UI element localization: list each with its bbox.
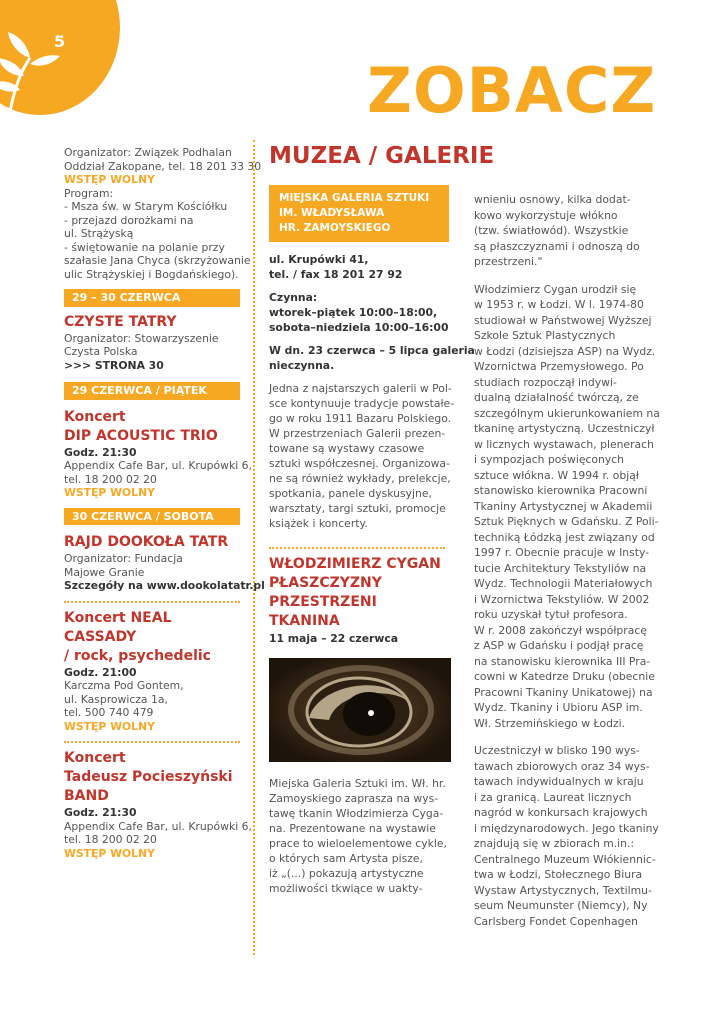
event-line: ul. Kasprowicza 1a, — [64, 692, 168, 706]
para-line: Sztuk Pięknych w Gdańsku. Z Poli- — [474, 515, 659, 528]
program-line: ulic Strążyskiej i Bogdańskiego). — [64, 267, 239, 281]
free-entry: WSTĘP WOLNY — [64, 719, 155, 733]
para-line: wnieniu osnowy, kilka dodat- — [474, 193, 631, 206]
exhibit-title: TKANINA — [269, 613, 340, 629]
exhibit-body-line: tawę tkanin Włodzimierza Cyga- — [269, 807, 444, 820]
para-line: stanowisko kierownika Pracowni — [474, 484, 648, 497]
event-title: Koncert NEAL CASSADY — [64, 609, 172, 645]
event-time: Godz. 21:30 — [64, 806, 137, 819]
event-title: Tadeusz Pocieszyński — [64, 769, 233, 785]
dotted-separator — [269, 547, 445, 549]
para-line: Włodzimierz Cygan urodził się — [474, 282, 637, 296]
event-time: Godz. 21:30 — [64, 445, 137, 459]
hours-line: sobota–niedziela 10:00–16:00 — [269, 321, 449, 334]
exhibit-title: PŁASZCZYZNY — [269, 575, 382, 591]
para-line: nagród w konkursach krajowych — [474, 806, 648, 819]
date-bar: 29 – 30 CZERWCA — [64, 289, 240, 307]
program-line: szałasie Jana Chyca (skrzyżowanie — [64, 254, 251, 267]
event-line: Organizator: Stowarzyszenie — [64, 331, 219, 345]
museums-heading: MUZEA / GALERIE — [269, 143, 495, 169]
exhibit-body-line: Miejska Galeria Sztuki im. Wł. hr. — [269, 777, 446, 790]
exhibit-body-line: Zamoyskiego zaprasza na wys- — [269, 792, 439, 805]
para-line: kowo wykorzystuje włókno — [474, 208, 618, 222]
program-line: - świętowanie na polanie przy — [64, 240, 225, 254]
para-line: roku uzyskał tytuł profesora. — [474, 608, 628, 621]
para-line: (tzw. światłowód). Wszystkie — [474, 224, 629, 237]
body-line: sztuki współczesnej. Organizowa- — [269, 457, 450, 470]
program-line: Program: — [64, 186, 114, 200]
para-line: Tkaniny Artystycznej w Akademii — [474, 499, 653, 513]
para-line: studiował w Państwowej Wyższej — [474, 313, 652, 327]
para-line: seum Neumunster (Niemcy), Ny — [474, 899, 648, 912]
para-line: Wystaw Artystycznych, Textilmu- — [474, 883, 652, 897]
para-line: Wł. Strzemińskiego w Łodzi. — [474, 716, 626, 730]
para-line: szczególnym ukierunkowaniem na — [474, 406, 660, 420]
program-line: ul. Strążyską — [64, 227, 134, 240]
body-line: W przestrzeniach Galerii prezen- — [269, 427, 446, 440]
hours-label: Czynna: — [269, 291, 318, 304]
para-line: W r. 2008 zakończył współpracę — [474, 623, 647, 637]
body-line: książek i koncerty. — [269, 517, 368, 530]
dotted-separator — [64, 741, 240, 743]
event-title: RAJD DOOKOŁA TATR — [64, 534, 229, 550]
body-line: spotkania, panele dyskusyjne, — [269, 487, 432, 500]
para-line: i sympozjach poświęconych — [474, 453, 625, 466]
closed-notice: W dn. 23 czerwca – 5 lipca galeria — [269, 344, 475, 357]
event-title: BAND — [64, 788, 109, 804]
section-title: ZOBACZ — [367, 54, 657, 127]
para-line: Wzornictwa Przemysłowego. Po — [474, 360, 644, 373]
event-line: tel. 500 740 479 — [64, 706, 154, 719]
para-line: tucie Architektury Tekstyliów na — [474, 561, 647, 575]
event-title: Koncert — [64, 750, 126, 766]
closed-notice: nieczynna. — [269, 359, 335, 372]
wheat-leaf-icon — [0, 20, 60, 115]
para-line: Wydz. Tkaniny i Ubioru ASP im. — [474, 701, 643, 714]
exhibit-body-line: prace to wieloelementowe cykle, — [269, 837, 447, 850]
para-line: przestrzeni." — [474, 255, 543, 268]
para-line: znajdują się w zbiorach m.in.: — [474, 837, 635, 850]
para-line: dualną działalność twórczą, ze — [474, 391, 639, 404]
body-line: warsztaty, targi sztuki, promocje — [269, 502, 446, 515]
exhibit-body-line: iż „(...) pokazują artystyczne — [269, 867, 424, 880]
para-line: Pracowni Tkaniny Unikatowej) na — [474, 685, 653, 699]
event-line: Czysta Polska — [64, 345, 138, 358]
gallery-name-line: MIEJSKA GALERIA SZTUKI — [279, 192, 430, 204]
event-line: Appendix Cafe Bar, ul. Krupówki 6, — [64, 459, 252, 472]
para-line: w Łodzi (dzisiejsza ASP) na Wydz. — [474, 344, 656, 358]
para-line: techniką Łódzką jest związany od — [474, 530, 655, 544]
para-line: i Wzornictwa Tekstyliów. W 2002 — [474, 592, 650, 606]
gallery-column — [269, 185, 475, 896]
para-line: Centralnego Muzeum Włókiennic- — [474, 852, 656, 866]
event-link[interactable]: Szczegóły na www.dookolatatr.pl — [64, 579, 265, 592]
events-column — [64, 146, 265, 860]
exhibit-dates: 11 maja – 22 czerwca — [269, 632, 398, 645]
event-line: Organizator: Fundacja — [64, 552, 183, 565]
para-line: i międzynarodowych. Jego tkaniny — [474, 821, 659, 835]
para-line: Szkole Sztuk Plastycznych — [474, 329, 616, 342]
para-line: tawach zbiorowych oraz 34 wys- — [474, 759, 650, 773]
dotted-separator — [64, 601, 240, 603]
para-line: studiach rozpoczął indywi- — [474, 375, 617, 389]
para-line: są płaszczyznami i odnoszą do — [474, 239, 640, 253]
gallery-address: ul. Krupówki 41, — [269, 253, 369, 266]
para-line: 1997 r. Obecnie pracuje w Insty- — [474, 546, 650, 559]
body-line: Jedna z najstarszych galerii w Pol- — [269, 382, 452, 395]
program-line: - przejazd dorożkami na — [64, 213, 194, 227]
eye-artwork-icon — [269, 658, 451, 762]
event-time: Godz. 21:00 — [64, 665, 137, 679]
body-line: towane są wystawy czasowe — [269, 442, 425, 455]
para-line: Uczestniczył w blisko 190 wys- — [474, 744, 640, 757]
page-reference: >>> STRONA 30 — [64, 358, 164, 372]
para-line: z ASP w Gdańsku i podjął pracę — [474, 639, 644, 652]
biography-column — [474, 192, 659, 929]
date-bar: 29 CZERWCA / PIĄTEK — [64, 382, 240, 400]
para-line: na stanowisku kierownika III Pra- — [474, 654, 651, 668]
page-number: 5 — [54, 32, 66, 51]
exhibit-body-line: możliwości tkwiące w uakty- — [269, 882, 423, 895]
para-line: cowni w Katedrze Druku (obecnie — [474, 670, 655, 683]
para-line: i za granicą. Laureat licznych — [474, 790, 632, 804]
intro-line: Organizator: Związek Podhalan — [64, 146, 232, 159]
gallery-name-line: HR. ZAMOYSKIEGO — [279, 222, 391, 234]
free-entry: WSTĘP WOLNY — [64, 173, 155, 186]
exhibit-body-line: o których sam Artysta pisze, — [269, 852, 423, 865]
exhibit-title: PRZESTRZENI — [269, 594, 377, 610]
exhibit-title: WŁODZIMIERZ CYGAN — [269, 556, 441, 572]
textile-artwork-image — [269, 658, 451, 762]
body-line: go w roku 1911 Bazaru Polskiego. — [269, 412, 452, 425]
date-bar: 30 CZERWCA / SOBOTA — [64, 508, 240, 526]
event-title: Koncert — [64, 408, 126, 425]
event-title: CZYSTE TATRY — [64, 313, 177, 330]
event-title: / rock, psychedelic — [64, 647, 211, 664]
body-line: ne są również wykłady, prelekcje, — [269, 472, 451, 485]
exhibit-body-line: na. Prezentowane na wystawie — [269, 822, 436, 835]
para-line: Wydz. Technologii Materiałowych — [474, 577, 653, 590]
gallery-phone: tel. / fax 18 201 27 92 — [269, 268, 403, 281]
event-line: tel. 18 200 02 20 — [64, 472, 157, 486]
event-line: Appendix Cafe Bar, ul. Krupówki 6, — [64, 819, 252, 833]
para-line: twa w Łodzi, Stołecznego Biura — [474, 868, 643, 881]
para-line: tawach indywidualnych w kraju — [474, 775, 644, 788]
program-line: - Msza św. w Starym Kościółku — [64, 200, 228, 213]
column-divider — [253, 140, 255, 955]
para-line: tkaninę artystyczną. Uczestniczył — [474, 422, 655, 435]
event-line: Karczma Pod Gontem, — [64, 679, 184, 692]
para-line: w 1953 r. w Łodzi. W l. 1974-80 — [474, 298, 644, 311]
para-line: sztuce włókna. W 1994 r. objął — [474, 468, 639, 482]
free-entry: WSTĘP WOLNY — [64, 486, 155, 499]
event-line: Majowe Granie — [64, 565, 145, 579]
gallery-name-box — [269, 185, 449, 242]
intro-line: Oddział Zakopane, tel. 18 201 33 30 — [64, 159, 262, 173]
event-line: tel. 18 200 02 20 — [64, 833, 157, 846]
hours-line: wtorek–piątek 10:00–18:00, — [269, 306, 438, 319]
free-entry: WSTĘP WOLNY — [64, 846, 155, 860]
event-title: DIP ACOUSTIC TRIO — [64, 427, 218, 444]
para-line: Carlsberg Fondet Copenhagen — [474, 914, 638, 928]
gallery-name-line: IM. WŁADYSŁAWA — [279, 207, 385, 219]
para-line: w licznych wystawach, plenerach — [474, 437, 654, 451]
body-line: sce kontynuuje tradycje powstałe- — [269, 397, 455, 410]
